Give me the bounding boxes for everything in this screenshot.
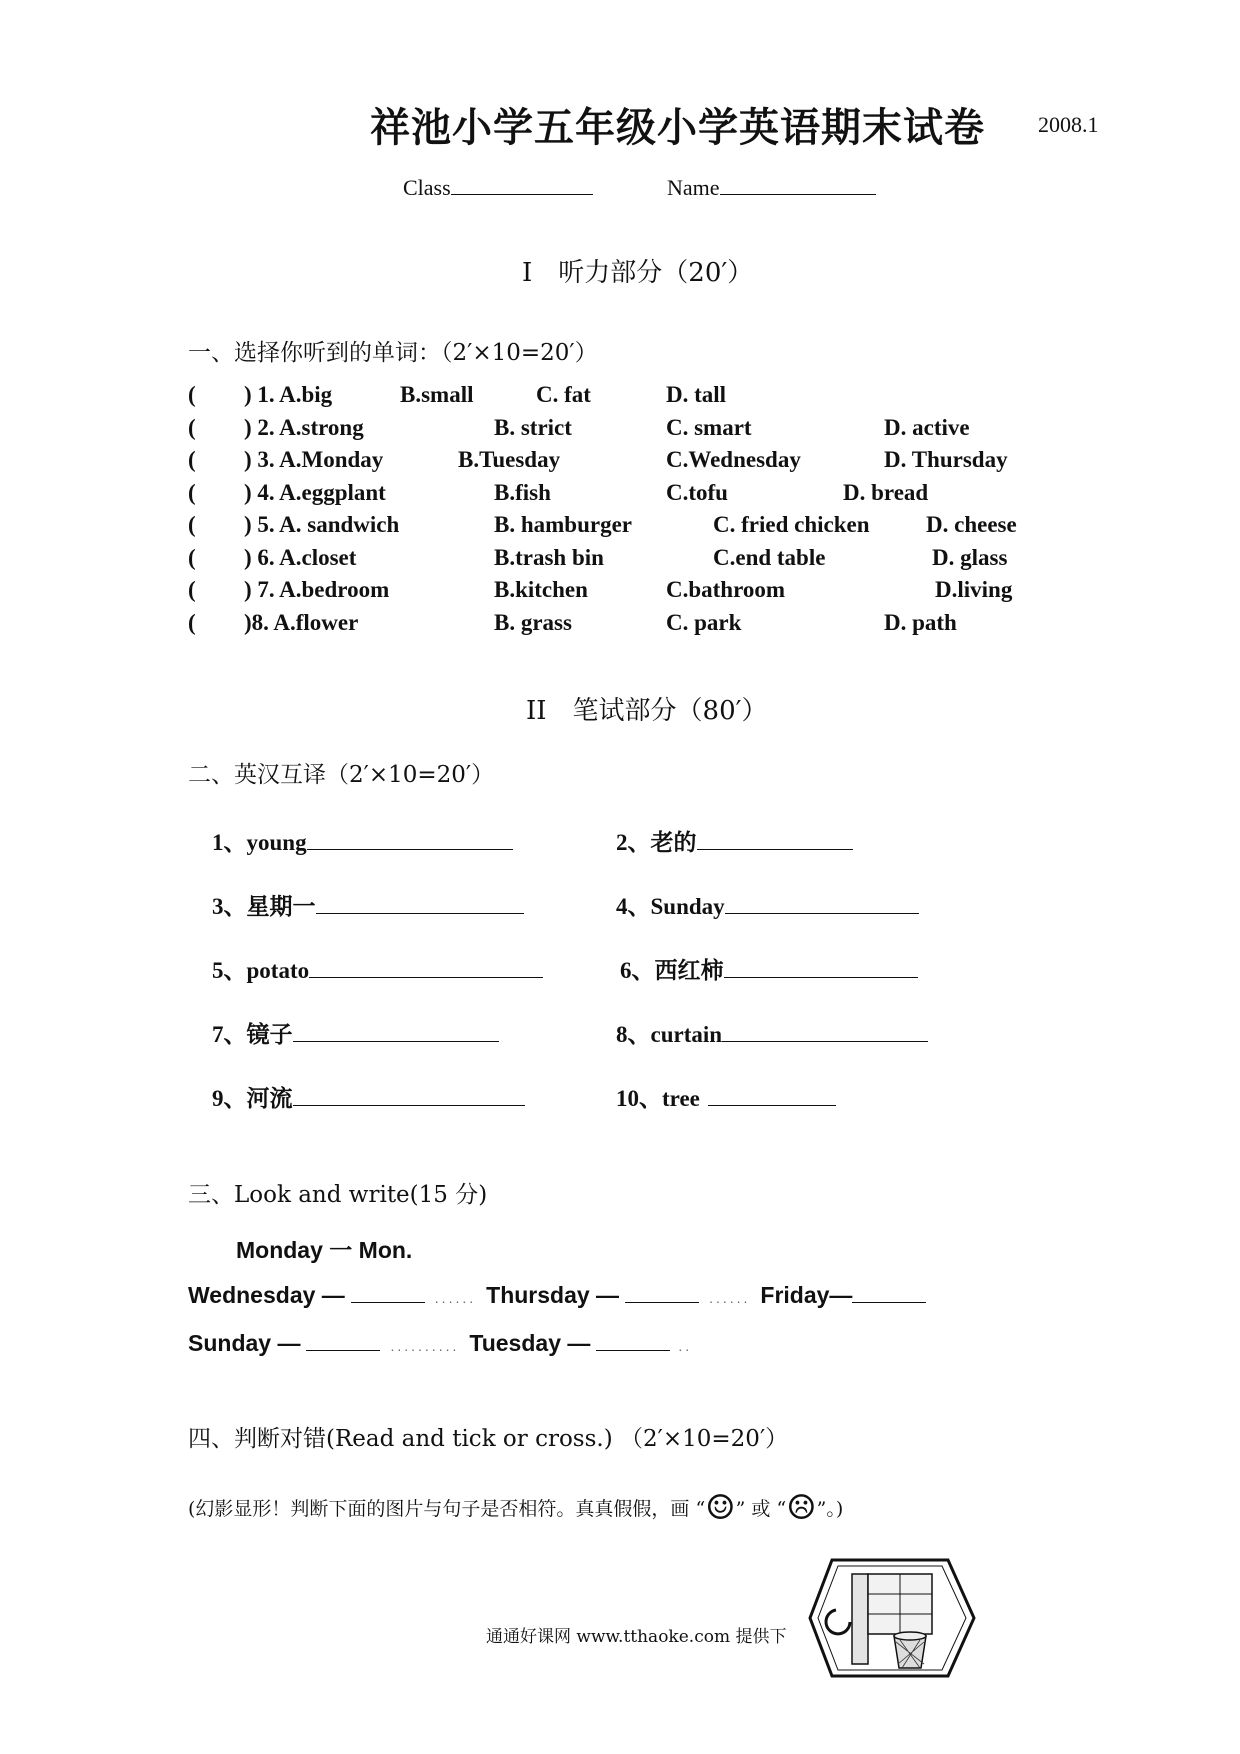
lw-tuesday-label: Tuesday — <box>469 1330 591 1356</box>
translate-item-10 <box>616 1080 836 1113</box>
question-6-option-c: C.end table <box>713 544 826 570</box>
question-7-option-c: C.bathroom <box>666 577 786 602</box>
question-2-option-a: ) 2. A.strong <box>244 414 364 440</box>
question-3-option-c: C.Wednesday <box>666 447 801 472</box>
lw-sunday-label: Sunday — <box>188 1330 301 1356</box>
smiley-happy-icon: ☺ <box>705 1488 736 1528</box>
look-write-row-2 <box>188 1330 692 1357</box>
translate-item-2 <box>616 824 853 857</box>
question-7-option-b: B.kitchen <box>494 577 588 602</box>
translate-item-label: 10、tree <box>616 1086 700 1111</box>
judge-note-text: (幻影显形！判断下面的图片与句子是否相符。真真假假，画 “ <box>188 1498 706 1520</box>
question-6-option-a: ) 6. A.closet <box>244 544 357 570</box>
translate-item-label: 6、西红柿 <box>620 958 724 983</box>
question-7-option-a: ) 7. A.bedroom <box>244 577 390 602</box>
question-8-answer-paren[interactable]: ( <box>188 609 196 635</box>
question-5-option-d: D. cheese <box>926 512 1017 537</box>
translate-answer-blank[interactable] <box>293 1021 499 1042</box>
translate-item-6 <box>620 952 918 985</box>
question-2-option-d: D. active <box>884 414 970 440</box>
dots: .......... <box>390 1338 460 1354</box>
question-8-option-a: )8. A.flower <box>244 609 359 635</box>
smiley-sad-icon: ☹ <box>786 1488 817 1528</box>
exam-title: 祥池小学五年级小学英语期末试卷 <box>370 104 985 151</box>
judge-note <box>188 1488 843 1528</box>
lw-wednesday-label: Wednesday — <box>188 1282 345 1308</box>
question-5-answer-paren[interactable]: ( <box>188 512 196 537</box>
judge-note-text: ”。) <box>816 1498 844 1520</box>
translate-item-label: 5、potato <box>212 958 310 983</box>
question-6-answer-paren[interactable]: ( <box>188 544 196 570</box>
translate-answer-blank[interactable] <box>316 893 524 914</box>
dots: ...... <box>709 1290 751 1306</box>
question-5-option-a: ) 5. A. sandwich <box>244 512 400 537</box>
question-1-option-a: ) 1. A.big <box>244 382 333 407</box>
question-4-option-d: D. bread <box>843 479 929 505</box>
lw-friday-label: Friday— <box>760 1282 853 1308</box>
judge-note-text: ” 或 “ <box>735 1498 787 1520</box>
question-7-answer-paren[interactable]: ( <box>188 577 196 602</box>
translate-answer-blank[interactable] <box>725 893 919 914</box>
question-4-option-b: B.fish <box>494 479 551 505</box>
question-1-option-d: D. tall <box>666 382 727 407</box>
translate-answer-blank[interactable] <box>708 1085 836 1106</box>
name-blank[interactable] <box>720 174 876 195</box>
question-8-option-c: C. park <box>666 609 742 635</box>
question-6-option-b: B.trash bin <box>494 544 604 570</box>
class-label: Class <box>403 175 451 200</box>
question-4-option-c: C.tofu <box>666 479 728 505</box>
translate-item-label: 2、老的 <box>616 830 697 855</box>
translate-item-3 <box>212 888 524 921</box>
look-write-title: 三、Look and write(15 分) <box>188 1182 488 1208</box>
translate-answer-blank[interactable] <box>293 1085 525 1106</box>
class-field <box>403 174 593 201</box>
dots: .. <box>678 1338 693 1354</box>
translate-answer-blank[interactable] <box>697 829 853 850</box>
translate-title: 二、英汉互译（2′×10=20′） <box>188 762 495 788</box>
footer-source: 通通好课网 www.tthaoke.com 提供下 <box>486 1627 787 1647</box>
question-4-answer-paren[interactable]: ( <box>188 479 196 505</box>
question-1-option-c: C. fat <box>536 382 591 407</box>
translate-item-7 <box>212 1016 499 1049</box>
question-7-option-d: D.living <box>935 577 1013 602</box>
question-1-answer-paren[interactable]: ( <box>188 382 196 407</box>
translate-item-label: 1、young <box>212 830 307 855</box>
lw-tuesday-blank[interactable] <box>596 1330 670 1351</box>
question-6-option-d: D. glass <box>932 544 1008 570</box>
writing-heading: II 笔试部分（80′） <box>526 696 768 726</box>
judge-title: 四、判断对错(Read and tick or cross.) （2′×10=20′） <box>188 1426 789 1452</box>
question-3-answer-paren[interactable]: ( <box>188 447 196 472</box>
question-2-answer-paren[interactable]: ( <box>188 414 196 440</box>
translate-item-label: 8、curtain <box>616 1022 723 1047</box>
lw-wednesday-blank[interactable] <box>351 1282 425 1303</box>
translate-answer-blank[interactable] <box>309 957 543 978</box>
translate-item-8 <box>616 1016 928 1049</box>
question-2-option-b: B. strict <box>494 414 572 440</box>
question-2-option-c: C. smart <box>666 414 752 440</box>
translate-item-label: 7、镜子 <box>212 1022 293 1047</box>
question-3-option-a: ) 3. A.Monday <box>244 447 384 472</box>
name-label: Name <box>667 175 720 200</box>
room-illustration <box>808 1556 976 1680</box>
question-3-option-d: D. Thursday <box>884 447 1008 472</box>
translate-item-label: 3、星期一 <box>212 894 316 919</box>
translate-item-label: 9、河流 <box>212 1086 293 1111</box>
name-field <box>667 174 876 201</box>
translate-item-9 <box>212 1080 525 1113</box>
question-5-option-b: B. hamburger <box>494 512 632 537</box>
translate-item-5 <box>212 952 543 985</box>
translate-item-1 <box>212 824 513 857</box>
lw-thursday-label: Thursday — <box>486 1282 620 1308</box>
question-1-option-b: B.small <box>400 382 474 407</box>
translate-answer-blank[interactable] <box>724 957 918 978</box>
exam-date: 2008.1 <box>1038 112 1099 137</box>
question-8-option-b: B. grass <box>494 609 572 635</box>
question-4-option-a: ) 4. A.eggplant <box>244 479 386 505</box>
translate-item-4 <box>616 888 919 921</box>
look-write-example: Monday 一 Mon. <box>236 1237 413 1263</box>
translate-answer-blank[interactable] <box>307 829 513 850</box>
translate-answer-blank[interactable] <box>722 1021 928 1042</box>
question-8-option-d: D. path <box>884 609 957 635</box>
question-3-option-b: B.Tuesday <box>458 447 561 472</box>
lw-friday-blank[interactable] <box>852 1282 926 1303</box>
look-write-row-1 <box>188 1282 926 1309</box>
listening-part-title: 一、选择你听到的单词：（2′×10=20′） <box>188 340 598 366</box>
lw-sunday-blank[interactable] <box>306 1330 380 1351</box>
translate-item-label: 4、Sunday <box>616 894 725 919</box>
question-5-option-c: C. fried chicken <box>713 512 870 537</box>
class-blank[interactable] <box>451 174 593 195</box>
dots: ...... <box>434 1290 477 1306</box>
lw-thursday-blank[interactable] <box>625 1282 699 1303</box>
listening-heading: I 听力部分（20′） <box>522 258 754 288</box>
